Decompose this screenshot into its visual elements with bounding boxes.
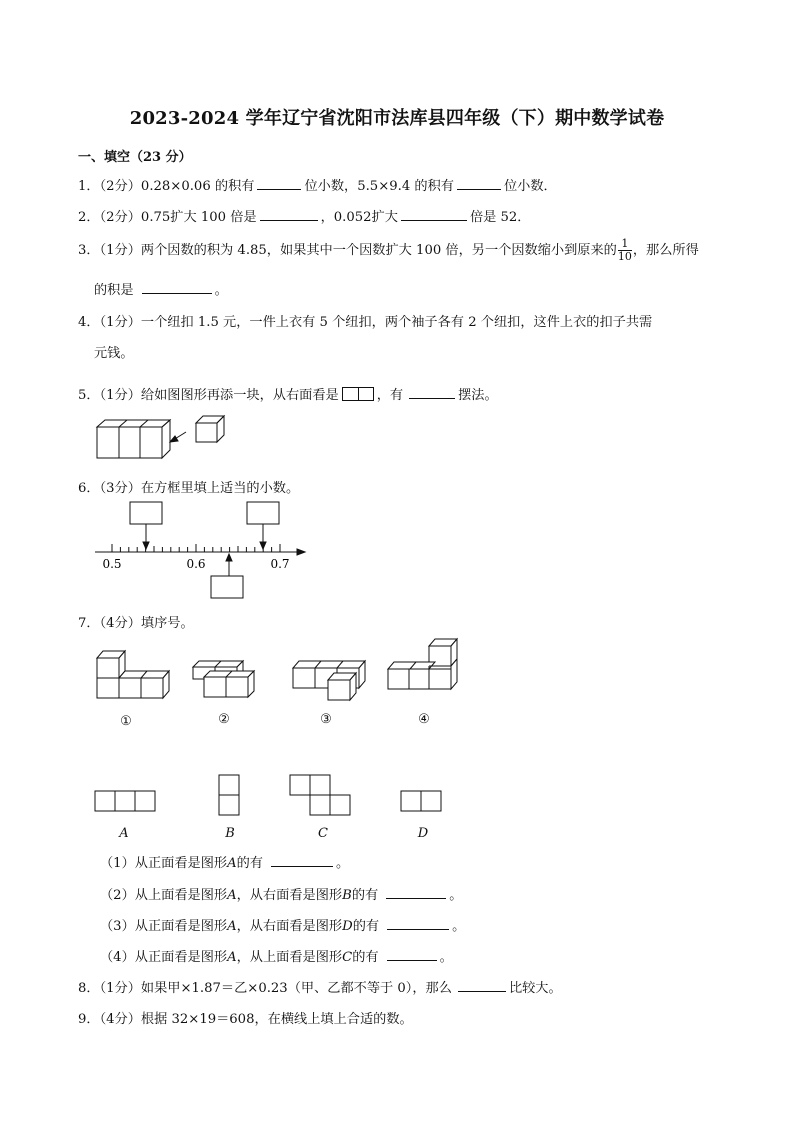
- q5-text-a: 5．（1分）给如图图形再添一块，从右面看是: [78, 388, 339, 403]
- cube-shape-1: [94, 648, 174, 700]
- q3-fraction: [618, 238, 632, 263]
- q7-sub-3: [100, 915, 465, 934]
- q7-s4-text-d: 。: [439, 950, 453, 965]
- q4-text-b: 元钱。: [94, 346, 134, 361]
- q7-s4-answer-blank[interactable]: [387, 949, 437, 961]
- q2-answer-blank-2[interactable]: [401, 209, 467, 221]
- q3-fraction-numerator: 1: [618, 238, 632, 251]
- question-2: [78, 206, 530, 225]
- q7-s2-text-d: 。: [449, 888, 463, 903]
- q1-answer-blank-1[interactable]: [257, 178, 301, 190]
- q1-text-b: 位小数，5.5×9.4 的积有: [304, 179, 454, 194]
- q7-s1-view: A: [227, 856, 237, 871]
- question-8: [78, 977, 562, 996]
- shape-label-4: ④: [418, 712, 430, 727]
- view-c-figure: [290, 775, 310, 795]
- question-6: [78, 477, 299, 496]
- tick-label-0-7: 0.7: [270, 557, 290, 571]
- q5-text-b: ，有: [376, 388, 404, 403]
- view-label-b: B: [225, 826, 235, 841]
- question-4: [78, 311, 652, 330]
- cube-shape-3: [290, 660, 368, 702]
- q8-answer-blank[interactable]: [458, 980, 506, 992]
- question-3-line2: [94, 279, 228, 298]
- q7-s2-text-c: 的有: [351, 888, 379, 903]
- q7-s3-text-c: 的有: [352, 919, 380, 934]
- question-5: [78, 384, 498, 403]
- q7-s3-text-b: ，从右面看是图形: [236, 919, 343, 934]
- q7-s4-view-2: C: [342, 950, 353, 965]
- q7-s1-text-a: （1）从正面看是图形: [100, 856, 228, 871]
- view-label-d: D: [417, 826, 429, 841]
- answer-box-lower[interactable]: [211, 576, 243, 598]
- q7-s3-text-a: （3）从正面看是图形: [100, 919, 228, 934]
- shape-label-1: ①: [120, 714, 132, 729]
- q7-s3-text-d: 。: [452, 919, 466, 934]
- question-4-line2: [94, 342, 134, 361]
- q7-s2-view-2: B: [342, 888, 352, 903]
- q2-answer-blank-1[interactable]: [260, 209, 318, 221]
- question-7: [78, 612, 194, 631]
- q2-text-b: ，0.052扩大: [320, 210, 398, 225]
- q3-fraction-denominator: 10: [617, 250, 632, 263]
- question-1: [78, 175, 557, 194]
- q9-text-a: 9．（4分）根据 32×19＝608，在横线上填上合适的数。: [78, 1012, 413, 1027]
- q2-text-c: 倍是 52．: [469, 210, 531, 225]
- q7-sub-2: [100, 884, 462, 903]
- q5-text-c: 摆法。: [458, 388, 498, 403]
- view-figures: [94, 773, 454, 818]
- right-view-two-squares-icon: [342, 387, 374, 401]
- cube-shape-2: [190, 660, 266, 700]
- q7-s1-text-b: 的有: [236, 856, 263, 871]
- q3-text-d: 。: [214, 283, 228, 298]
- q1-answer-blank-2[interactable]: [457, 178, 501, 190]
- shape-label-3: ③: [320, 712, 332, 727]
- q7-s4-view-1: A: [227, 950, 237, 965]
- shape-label-2: ②: [218, 712, 230, 727]
- q7-s3-view-1: A: [227, 919, 237, 934]
- q8-text-b: 比较大。: [508, 981, 562, 996]
- q2-text-a: 2．（2分）0.75扩大 100 倍是: [78, 210, 257, 225]
- q7-s2-text-b: ，从右面看是图形: [236, 888, 343, 903]
- q7-s4-text-a: （4）从正面看是图形: [100, 950, 228, 965]
- cube-shape-4: [385, 636, 465, 692]
- q7-s2-answer-blank[interactable]: [386, 887, 446, 899]
- view-label-c: C: [318, 826, 328, 841]
- q7-s3-view-2: D: [342, 919, 353, 934]
- view-a-figure: [95, 791, 155, 811]
- section-heading-fill-blank: 一、填空（23 分）: [78, 150, 192, 165]
- q1-text-c: 位小数．: [503, 179, 557, 194]
- number-line-figure: [92, 498, 312, 600]
- q7-s1-answer-blank[interactable]: [271, 855, 333, 867]
- answer-box-upper-left[interactable]: [130, 502, 162, 524]
- tick-label-0-5: 0.5: [102, 557, 122, 571]
- q7-text-a: 7．（4分）填序号。: [78, 616, 194, 631]
- tick-label-0-6: 0.6: [186, 557, 206, 571]
- answer-box-upper-right[interactable]: [247, 502, 279, 524]
- q3-text-c: 的积是: [94, 283, 134, 298]
- q5-answer-blank[interactable]: [409, 387, 455, 399]
- q3-text-b: ，那么所得: [632, 243, 699, 258]
- q7-sub-1: [100, 852, 349, 871]
- q8-text-a: 8．（1分）如果甲×1.87＝乙×0.23（甲、乙都不等于 0），那么: [78, 981, 452, 996]
- question-9: [78, 1008, 413, 1027]
- q7-sub-4: [100, 946, 453, 965]
- q7-s1-text-c: 。: [335, 856, 350, 871]
- q7-s3-answer-blank[interactable]: [387, 918, 449, 930]
- q5-cube-figure: [94, 412, 234, 462]
- question-3: [78, 238, 699, 263]
- q3-text-a: 3．（1分）两个因数的积为 4.85，如果其中一个因数扩大 100 倍，另一个因数缩小到原来的: [78, 243, 617, 258]
- q7-s4-text-b: ，从上面看是图形: [236, 950, 343, 965]
- q7-s2-view-1: A: [227, 888, 237, 903]
- q7-s2-text-a: （2）从上面看是图形: [100, 888, 228, 903]
- q4-text-a: 4．（1分）一个纽扣 1.5 元，一件上衣有 5 个纽扣，两个袖子各有 2 个纽扣，这件上衣的扣子共需: [78, 315, 653, 330]
- q7-s4-text-c: 的有: [352, 950, 379, 965]
- q1-text-a: 1．（2分）0.28×0.06 的积有: [78, 179, 255, 194]
- view-label-a: A: [119, 826, 129, 841]
- q6-text-a: 6．（3分）在方框里填上适当的小数。: [78, 481, 300, 496]
- q3-answer-blank[interactable]: [142, 282, 212, 294]
- page-title: 2023-2024 学年辽宁省沈阳市法库县四年级（下）期中数学试卷: [129, 108, 665, 129]
